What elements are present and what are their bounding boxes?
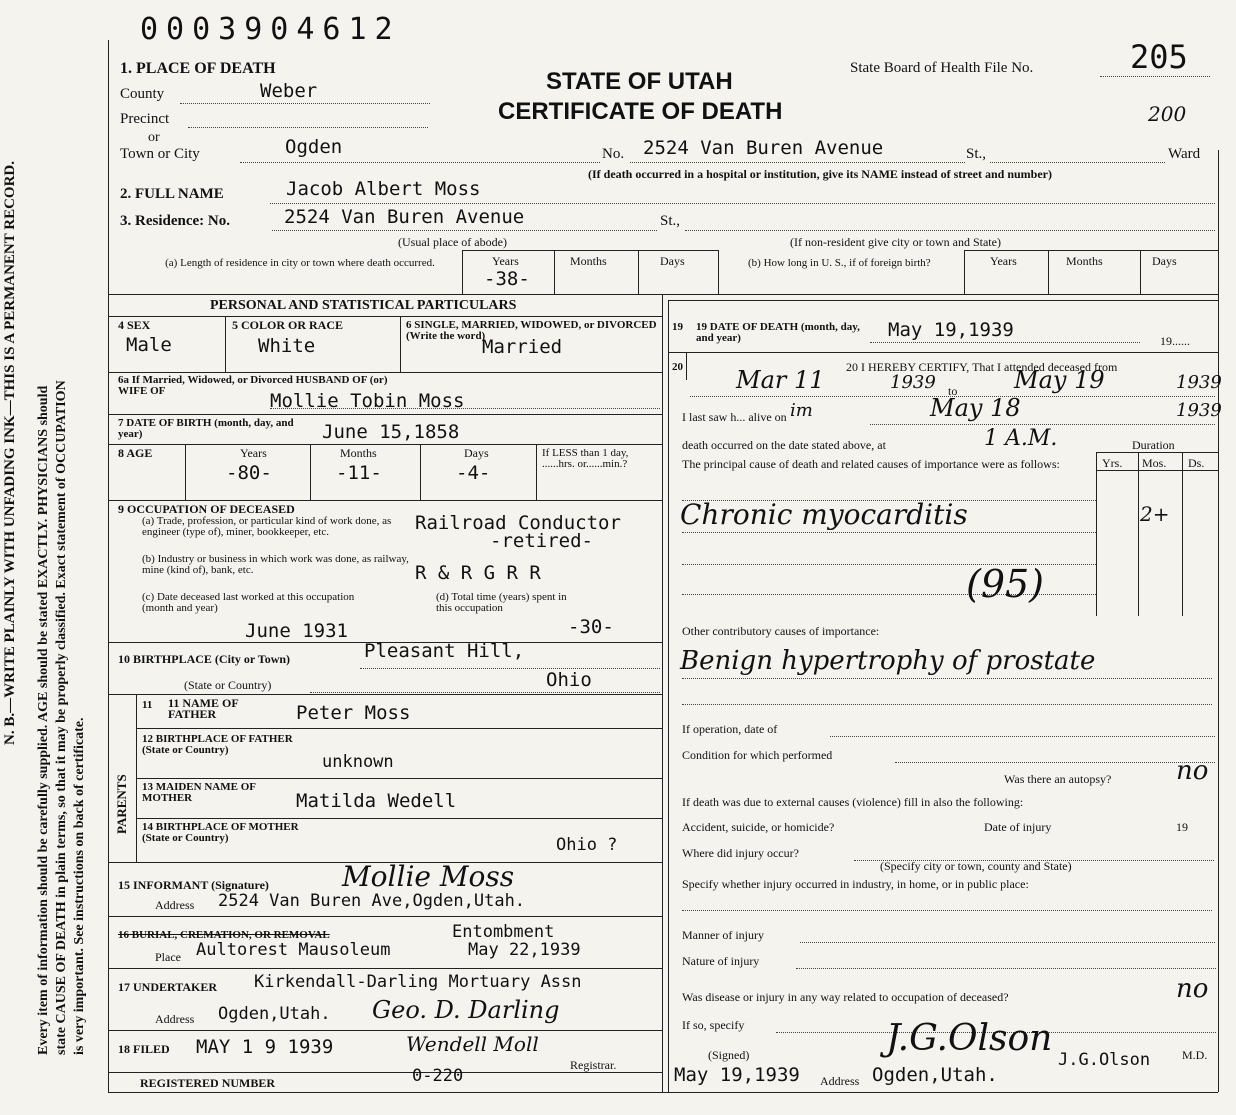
last-worked-label: (c) Date deceased last worked at this occupation (month and year): [142, 591, 355, 614]
abode-note: (Usual place of abode): [398, 235, 507, 249]
father-label: 11 NAME OF FATHER: [168, 696, 239, 721]
nature-label: Nature of injury: [682, 954, 760, 968]
burial-date-value: May 22,1939: [468, 940, 581, 960]
undertaker-address-value: Ogden,Utah.: [218, 1004, 331, 1024]
town-value: Ogden: [285, 136, 343, 158]
residence-length-label: (a) Length of residence in city or town where death occurred.: [165, 257, 435, 269]
st-label: St.,: [966, 146, 987, 162]
parents-label: PARENTS: [114, 774, 129, 834]
informant-address-value: 2524 Van Buren Ave,Ogden,Utah.: [218, 891, 526, 911]
days-col-label: Days: [660, 254, 685, 268]
residence-label: 3. Residence: No.: [120, 213, 230, 229]
operation-label: If operation, date of: [682, 722, 778, 736]
date-of-death-no: 19: [672, 321, 683, 333]
age-years-value: -80-: [226, 462, 272, 484]
duration-label: Duration: [1132, 438, 1175, 452]
father-birthplace-value: unknown: [322, 752, 394, 772]
signed-label: (Signed): [708, 1048, 750, 1062]
injury-specify-city-note: (Specify city or town, county and State): [880, 859, 1072, 873]
occupation-value: Railroad Conductor: [415, 512, 621, 534]
dob-value: June 15,1858: [322, 421, 460, 443]
age-months-label: Months: [340, 446, 377, 460]
side-note-instructions: is very important. See instructions on back of certificate.: [72, 717, 87, 1055]
marital-value: Married: [482, 336, 563, 358]
us-days-label: Days: [1152, 254, 1177, 268]
other-causes-label: Other contributory causes of importance:: [682, 624, 880, 638]
spouse-label: 6a If Married, Widowed, or Divorced HUSBAND OF (or) WIFE OF: [118, 374, 388, 397]
full-name-label: 2. FULL NAME: [120, 186, 224, 202]
physician-signature: J.G.Olson: [886, 1018, 1053, 1059]
md-label: M.D.: [1182, 1048, 1208, 1062]
right-border: [1218, 150, 1219, 1092]
physician-address-value: Ogden,Utah.: [872, 1064, 998, 1086]
file-no-label: State Board of Health File No.: [850, 60, 1034, 76]
condition-label: Condition for which performed: [682, 748, 833, 762]
industry-value: R & R G R R: [415, 562, 541, 584]
undertaker-value: Kirkendall-Darling Mortuary Assn: [254, 972, 582, 992]
side-note-cause: state CAUSE OF DEATH in plain terms, so that it may be properly classified. Exact statement of OCCUPATION: [54, 380, 69, 1055]
street-value: 2524 Van Buren Avenue: [643, 137, 884, 159]
if-so-specify-label: If so, specify: [682, 1018, 745, 1032]
left-border: [108, 40, 109, 1092]
undertaker-address-label: Address: [155, 1012, 195, 1026]
date-of-death-label: 19 DATE OF DEATH (month, day, and year): [696, 321, 860, 344]
us-months-label: Months: [1066, 254, 1103, 268]
autopsy-label: Was there an autopsy?: [1004, 772, 1112, 786]
occupation-a-label: (a) Trade, profession, or particular kind of work done, as engineer (type of), miner, bookkeeper, etc.: [142, 515, 392, 538]
serial-number: 0003904612: [140, 12, 401, 47]
street-no-label: No.: [602, 146, 625, 162]
signed-date: May 19,1939: [674, 1064, 800, 1086]
manner-label: Manner of injury: [682, 928, 764, 942]
date-of-death-year-suffix: 19......: [1160, 334, 1190, 348]
occupation-label: 9 OCCUPATION OF DECEASED: [118, 502, 295, 516]
color-value: White: [258, 335, 316, 357]
registrar-label: Registrar.: [570, 1058, 617, 1072]
last-saw-pronoun: im: [790, 400, 813, 421]
age-years-label: Years: [240, 446, 267, 460]
industry-label: (b) Industry or business in which work was done, as railway, mine (kind of), bank, etc.: [142, 553, 409, 576]
duration-yrs-label: Yrs.: [1102, 456, 1123, 470]
duration-ds-label: Ds.: [1188, 456, 1205, 470]
county-label: County: [120, 86, 165, 102]
file-no: 205: [1130, 38, 1188, 76]
title-certificate: CERTIFICATE OF DEATH: [498, 98, 783, 125]
other-causes-value: Benign hypertrophy of prostate: [680, 646, 1096, 676]
mother-label: 13 MAIDEN NAME OF MOTHER: [142, 781, 256, 804]
filed-date: MAY 1 9 1939: [196, 1036, 334, 1058]
informant-signature: Mollie Moss: [342, 860, 515, 893]
us-years-label: Years: [990, 254, 1017, 268]
residence-value: 2524 Van Buren Avenue: [284, 206, 525, 228]
age-months-value: -11-: [336, 462, 382, 484]
nonresident-note: (If non-resident give city or town and State): [790, 235, 1001, 249]
sex-value: Male: [126, 334, 172, 356]
age-days-label: Days: [464, 446, 489, 460]
birthplace-state-value: Ohio: [546, 669, 592, 691]
precinct-label: Precinct: [120, 111, 170, 127]
certify-no: 20: [672, 361, 683, 373]
last-saw-date: May 18: [930, 394, 1021, 422]
physician-name: J.G.Olson: [1058, 1050, 1151, 1070]
burial-place-label: Place: [155, 950, 181, 964]
physician-address-label: Address: [820, 1074, 860, 1088]
birthplace-state-label: (State or Country): [184, 678, 272, 692]
residence-st-label: St.,: [660, 213, 681, 229]
principal-cause-value: Chronic myocarditis: [680, 498, 968, 531]
years-col-label: Years: [492, 254, 519, 268]
last-saw-label: I last saw h... alive on: [682, 410, 787, 424]
dob-label: 7 DATE OF BIRTH (month, day, and year): [118, 417, 294, 440]
last-worked-value: June 1931: [245, 620, 348, 642]
months-col-label: Months: [570, 254, 607, 268]
us-residence-label: (b) How long in U. S., if of foreign birth?: [748, 257, 931, 269]
ward-label: Ward: [1168, 146, 1201, 162]
town-label: Town or City: [120, 146, 200, 162]
side-note-unfading: N. B.—WRITE PLAINLY WITH UNFADING INK—THIS IS A PERMANENT RECORD.: [2, 161, 18, 745]
birthplace-city-value: Pleasant Hill,: [364, 640, 525, 662]
less-than-day-label: If LESS than 1 day, ......hrs. or......min.?: [542, 447, 629, 470]
sex-label: 4 SEX: [118, 318, 151, 332]
informant-address-label: Address: [155, 898, 195, 912]
or-label: or: [148, 130, 160, 145]
county-value: Weber: [260, 80, 318, 102]
occupation-related-label: Was disease or injury in any way related to occupation of deceased?: [682, 990, 1009, 1004]
informant-label: 15 INFORMANT (Signature): [118, 878, 269, 892]
birthplace-label: 10 BIRTHPLACE (City or Town): [118, 652, 291, 666]
mother-birthplace-value: Ohio ?: [556, 835, 618, 855]
attended-from-year: 1939: [890, 372, 936, 393]
file-no-annotation: 200: [1148, 102, 1187, 126]
date-of-death-value: May 19,1939: [888, 319, 1014, 341]
burial-type-value: Entombment: [452, 922, 555, 942]
cause-label: The principal cause of death and related causes of importance were as follows:: [682, 457, 1060, 471]
age-days-value: -4-: [456, 462, 491, 484]
external-causes-label: If death was due to external causes (violence) fill in also the following:: [682, 795, 1024, 809]
hospital-note: (If death occurred in a hospital or institution, give its NAME instead of street and number): [588, 167, 1053, 181]
last-saw-year: 1939: [1176, 400, 1222, 421]
registrar-signature: Wendell Moll: [406, 1032, 539, 1056]
cause-code: (95): [966, 562, 1045, 606]
attended-to-year: 1939: [1176, 372, 1222, 393]
color-label: 5 COLOR OR RACE: [232, 318, 344, 332]
undertaker-signature: Geo. D. Darling: [372, 996, 560, 1024]
duration-mos-label: Mos.: [1142, 456, 1167, 470]
to-label: to: [948, 384, 958, 398]
side-note-information: Every item of information should be carefully supplied. AGE should be stated EXACTLY. PHYSICIANS should: [36, 385, 51, 1055]
time-of-death-label: death occurred on the date stated above, at: [682, 438, 886, 452]
father-birthplace-label: 12 BIRTHPLACE OF FATHER (State or Country): [142, 733, 293, 756]
residence-years-value: -38-: [484, 268, 530, 290]
autopsy-value: no: [1176, 756, 1209, 786]
total-time-label: (d) Total time (years) spent in this occupation: [436, 591, 567, 614]
undertaker-label: 17 UNDERTAKER: [118, 980, 218, 994]
father-value: Peter Moss: [296, 702, 411, 724]
title-state: STATE OF UTAH: [546, 68, 733, 95]
injury-date-nineteen: 19: [1176, 820, 1188, 834]
occupation-related-value: no: [1176, 974, 1209, 1004]
full-name-value: Jacob Albert Moss: [286, 178, 481, 200]
registered-number-value: 0-220: [412, 1066, 464, 1086]
mother-value: Matilda Wedell: [296, 790, 457, 812]
father-label-no: 11: [142, 699, 153, 711]
burial-place-value: Aultorest Mausoleum: [196, 940, 391, 960]
injury-industry-label: Specify whether injury occurred in industry, in home, or in public place:: [682, 877, 1029, 891]
occupation-retired: -retired-: [490, 530, 593, 552]
attended-to: May 19: [1014, 366, 1105, 394]
mother-birthplace-label: 14 BIRTHPLACE OF MOTHER (State or Country): [142, 821, 299, 844]
burial-label: 16 BURIAL, CREMATION, OR REMOVAL: [118, 929, 330, 941]
injury-where-label: Where did injury occur?: [682, 846, 799, 860]
age-label: 8 AGE: [118, 446, 153, 460]
registered-number-label: REGISTERED NUMBER: [140, 1076, 276, 1090]
accident-label: Accident, suicide, or homicide?: [682, 820, 835, 834]
attended-from: Mar 11: [736, 366, 825, 394]
personal-header: PERSONAL AND STATISTICAL PARTICULARS: [210, 298, 517, 313]
spouse-value: Mollie Tobin Moss: [270, 390, 465, 412]
principal-cause-duration: 2+: [1140, 502, 1170, 526]
place-of-death-label: 1. PLACE OF DEATH: [120, 60, 276, 77]
time-of-death-value: 1 A.M.: [984, 426, 1058, 451]
certify-label: 20 I HEREBY CERTIFY, That I attended deceased from: [846, 360, 1118, 374]
injury-date-label: Date of injury: [984, 820, 1052, 834]
marital-label: 6 SINGLE, MARRIED, WIDOWED, or DIVORCED (Write the word): [406, 319, 657, 342]
filed-label: 18 FILED: [118, 1042, 170, 1056]
total-time-value: -30-: [568, 616, 614, 638]
